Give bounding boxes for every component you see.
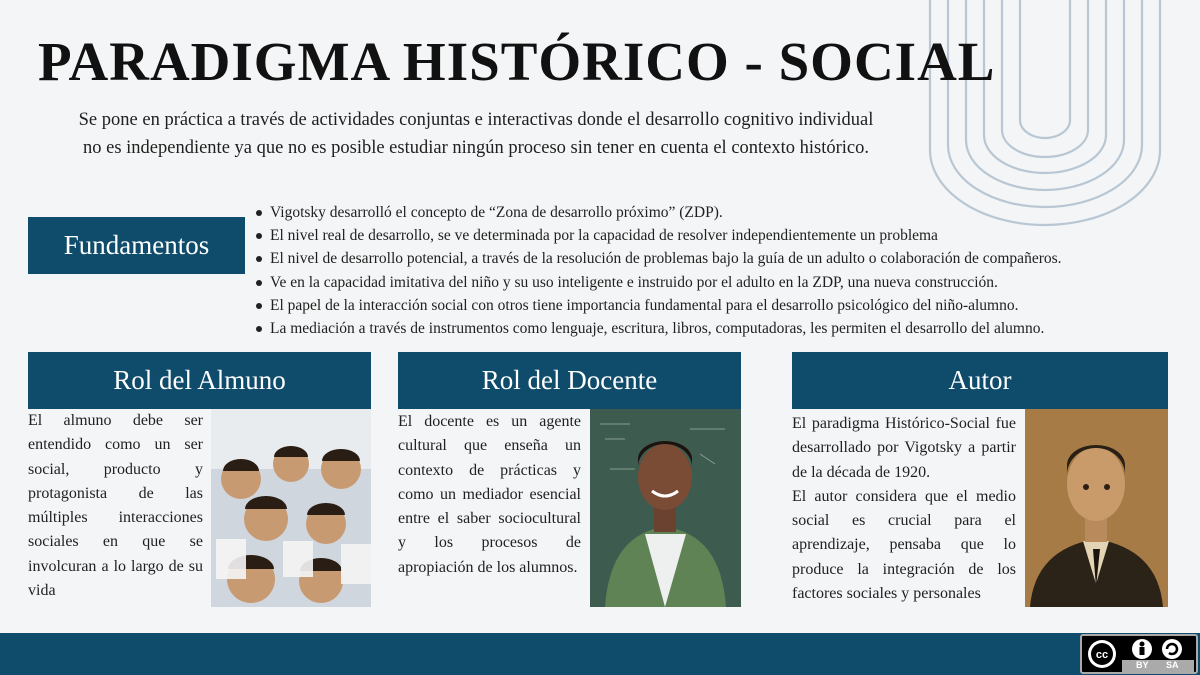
cc-license-badge[interactable] xyxy=(1080,634,1198,674)
autor-text-paragraph-1: El paradigma Histórico-Social fue desarrollado por Vigotsky a partir de la década de 1920. xyxy=(792,415,1016,481)
cc-by-label: BY xyxy=(1136,660,1149,670)
fundamento-item: El papel de la interacción social con otros tiene importancia fundamental para el desarrollo psicológico del niño-alumno. xyxy=(252,294,1187,317)
autor-text-paragraph-2: El autor considera que el medio social es crucial para el aprendizaje, pensaba que lo produce la integración de los factores sociales y personales xyxy=(792,487,1016,603)
alumno-heading: Rol del Almuno xyxy=(28,352,371,409)
autor-heading: Autor xyxy=(792,352,1168,409)
teacher-photo xyxy=(590,409,741,607)
students-photo xyxy=(211,409,371,607)
docente-heading: Rol del Docente xyxy=(398,352,741,409)
cc-sa-label: SA xyxy=(1166,660,1179,670)
fundamento-item: La mediación a través de instrumentos como lenguaje, escritura, libros, computadoras, les permiten el desarrollo del alumno. xyxy=(252,317,1187,340)
fundamento-item: El nivel de desarrollo potencial, a través de la resolución de problemas bajo la guía de un adulto o colaboración de compañeros. xyxy=(252,247,1187,270)
fundamentos-heading: Fundamentos xyxy=(28,217,245,274)
alumno-text: El almuno debe ser entendido como un ser social, producto y protagonista de las múltiples interacciones sociales en que se involcuran a lo largo de su vida xyxy=(28,412,203,600)
fundamentos-list xyxy=(252,201,1187,340)
footer-bar xyxy=(0,633,1200,675)
svg-text:cc: cc xyxy=(1095,649,1109,661)
page-subtitle: Se pone en práctica a través de actividades conjuntas e interactivas donde el desarrollo cognitivo individual no es independiente ya que no es posible estudiar ningún proceso sin tener en cuenta el contexto histórico. xyxy=(78,110,874,158)
fundamento-item: El nivel real de desarrollo, se ve determinada por la capacidad de resolver independientemente un problema xyxy=(252,224,1187,247)
vigotsky-portrait xyxy=(1025,409,1168,607)
page-title: PARADIGMA HISTÓRICO - SOCIAL xyxy=(38,31,996,92)
fundamento-item: Vigotsky desarrolló el concepto de “Zona de desarrollo próximo” (ZDP). xyxy=(252,201,1187,224)
docente-text: El docente es un agente cultural que enseña un contexto de prácticas y como un mediador esencial entre el saber sociocultural y los procesos de apropiación de los alumnos. xyxy=(398,413,581,576)
fundamento-item: Ve en la capacidad imitativa del niño y su uso inteligente e instruido por el adulto en la ZDP, una nueva construcción. xyxy=(252,271,1187,294)
autor-text xyxy=(792,412,1016,606)
